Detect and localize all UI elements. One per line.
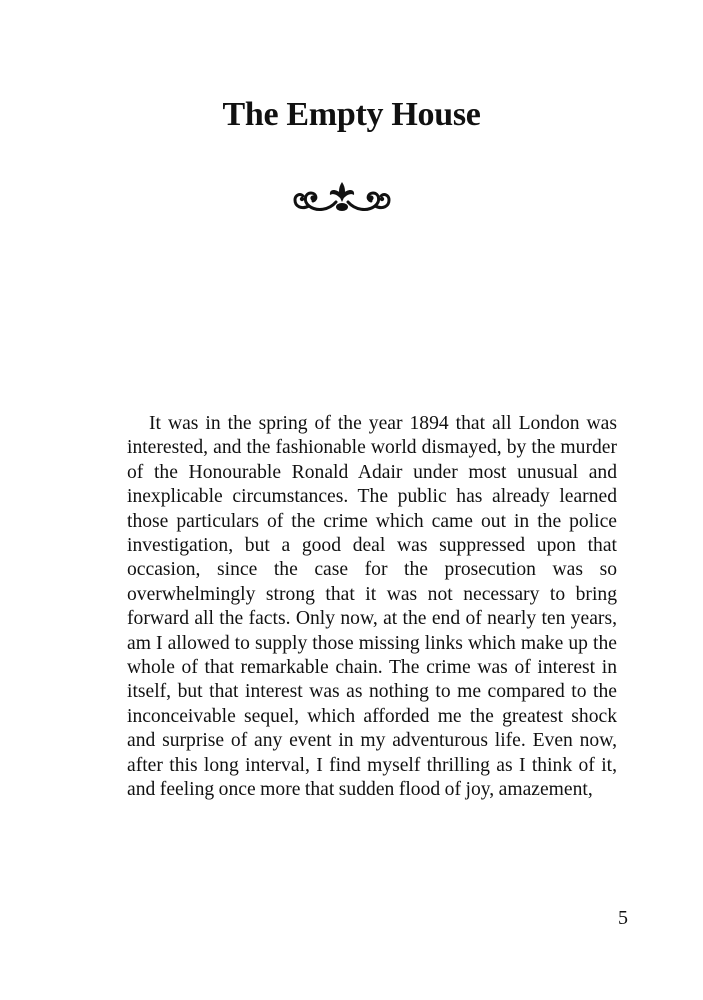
chapter-body-paragraph: It was in the spring of the year 1894 that all London was interested, and the fashionable world dismayed, by the murder of the Honourable Ronald Adair under most unusual and inexplicable circumstances. The public has already learned those particulars of the crime which came out in the police investigation, but a good deal was suppressed upon that occasion, since the case for the prosecution was so overwhelmingly strong that it was not necessary to bring forward all the facts. Only now, at the end of nearly ten years, am I allowed to supply those missing links which make up the whole of that remarkable chain. The crime was of interest in itself, but that interest was as nothing to me compared to the inconceivable sequel, which afforded me the greatest shock and surprise of any event in my adventurous life. Even now, after this long interval, I find myself thrilling as I think of it, and feeling once more that sudden flood of joy, amazement, [127, 413, 617, 801]
chapter-title: The Empty House [222, 96, 481, 133]
scroll-flourish-icon [291, 180, 393, 216]
page-number: 5 [618, 907, 628, 929]
